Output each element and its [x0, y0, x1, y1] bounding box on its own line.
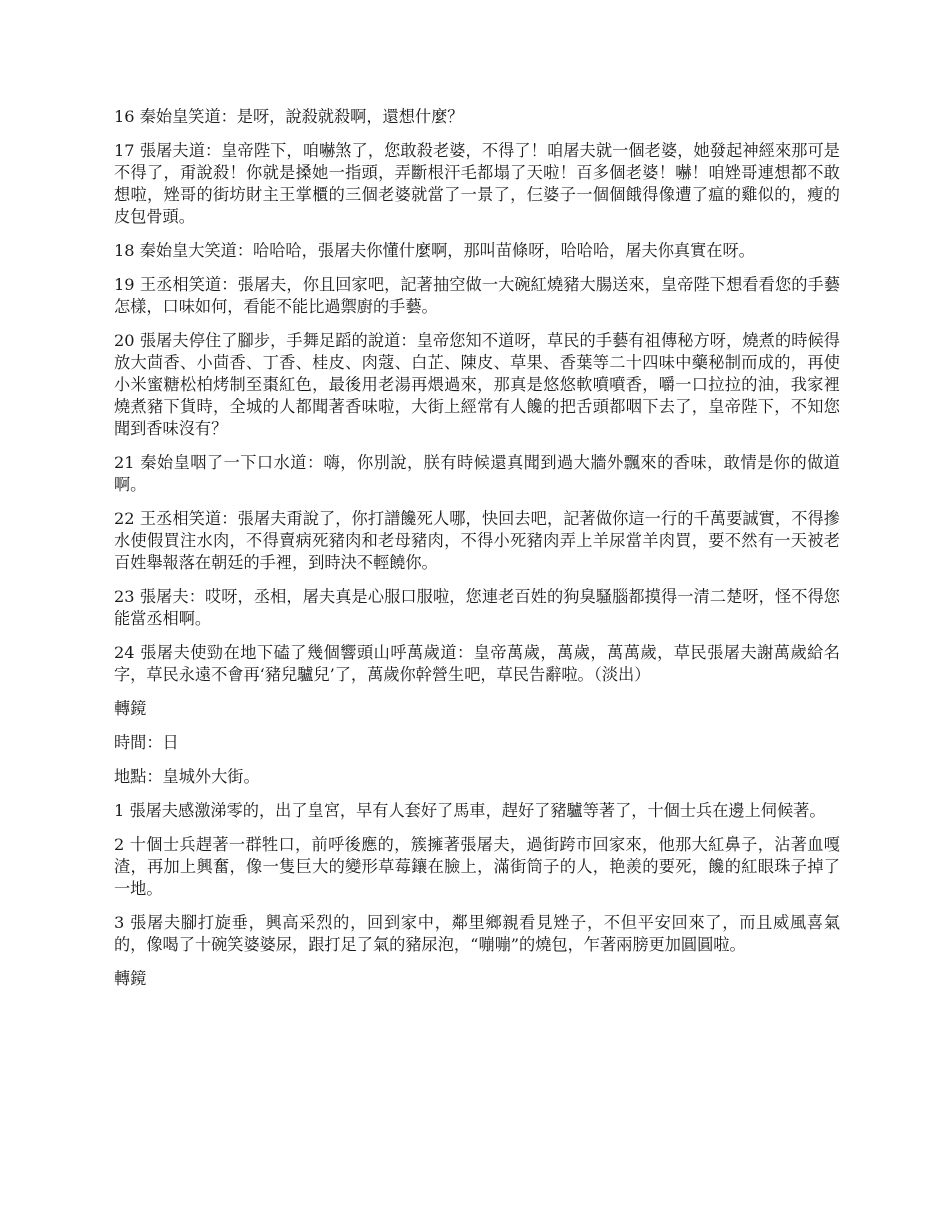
paragraph-19: 19 王丞相笑道：張屠夫，你且回家吧，記著抽空做一大碗紅燒豬大腸送來，皇帝陛下想看看您的手藝怎樣，口味如何，看能不能比過禦廚的手藝。 — [114, 275, 840, 316]
scene-time: 時間：日 — [114, 733, 179, 752]
paragraph-22: 22 王丞相笑道：張屠夫甭說了，你打譜饞死人哪，快回去吧，記著做你這一行的千萬要誠實，不得摻水使假買注水肉，不得賣病死豬肉和老母豬肉，不得小死豬肉弄上羊尿當羊肉買，要不然有一天被老百姓舉報落在朝廷的手裡，到時決不輕饒你。 — [114, 509, 840, 572]
paragraph-17: 17 張屠夫道：皇帝陛下，咱嚇煞了，您敢殺老婆，不得了！咱屠夫就一個老婆，她發起神經來那可是不得了，甭說殺！你就是搡她一指頭，弄斷根汗毛都塌了天啦！百多個老婆！嚇！咱矬哥連想都不敢想啦，矬哥的街坊財主王掌櫃的三個老婆就當了一景了，仨婆子一個個餓得像遭了瘟的雞似的，瘦的皮包骨頭。 — [114, 141, 840, 226]
paragraph-1: 1 張屠夫感激涕零的，出了皇宮，早有人套好了馬車，趕好了豬驢等著了，十個士兵在邊上伺候著。 — [114, 801, 826, 820]
document-body — [114, 106, 840, 1002]
scene-transition: 轉鏡 — [114, 699, 147, 718]
scene-location: 地點：皇城外大街。 — [114, 767, 260, 786]
paragraph-18: 18 秦始皇大笑道：哈哈哈，張屠夫你懂什麼啊，那叫苗條呀，哈哈哈，屠夫你真實在呀。 — [114, 241, 755, 260]
paragraph-23: 23 張屠夫：哎呀，丞相，屠夫真是心服口服啦，您連老百姓的狗臭騷腦都摸得一清二楚呀，怪不得您能當丞相啊。 — [114, 587, 840, 628]
scene-transition-end: 轉鏡 — [114, 969, 147, 988]
paragraph-20: 20 張屠夫停住了腳步，手舞足蹈的說道：皇帝您知不道呀，草民的手藝有祖傳秘方呀，燒煮的時候得放大茴香、小茴香、丁香、桂皮、肉蔻、白芷、陳皮、草果、香葉等二十四味中藥秘制而成的，再使小米蜜糖松柏烤制至棗紅色，最後用老湯再煨過來，那真是悠悠軟噴噴香，嚼一口拉拉的油，我家裡燒煮豬下貨時，全城的人都聞著香味啦，大街上經常有人饞的把舌頭都咽下去了，皇帝陛下，不知您聞到香味沒有？ — [114, 331, 840, 438]
paragraph-3: 3 張屠夫腳打旋垂，興高采烈的，回到家中，鄰里鄉親看見矬子，不但平安回來了，而且威風喜氣的，像喝了十碗笑婆婆尿，跟打足了氣的豬尿泡，“嘣嘣”的燒包，乍著兩膀更加圓圓啦。 — [114, 913, 840, 954]
paragraph-2: 2 十個士兵趕著一群牲口，前呼後應的，簇擁著張屠夫，過街跨市回家來，他那大紅鼻子，沾著血嘎渣，再加上興奮，像一隻巨大的變形草莓鑲在臉上，滿街筒子的人，艳羨的要死，饞的紅眼珠子掉了一地。 — [114, 835, 840, 898]
paragraph-16: 16 秦始皇笑道：是呀，說殺就殺啊，還想什麼？ — [114, 107, 464, 126]
paragraph-21: 21 秦始皇咽了一下口水道：嗨，你別說，朕有時候還真聞到過大牆外飄來的香味，敢情是你的做道啊。 — [114, 453, 840, 494]
paragraph-24: 24 張屠夫使勁在地下磕了幾個響頭山呼萬歲道：皇帝萬歲，萬歲，萬萬歲，草民張屠夫謝萬歲給名字，草民永遠不會再‘豬兒驢兒’了，萬歲你幹營生吧，草民告辭啦。（淡出） — [114, 643, 840, 684]
